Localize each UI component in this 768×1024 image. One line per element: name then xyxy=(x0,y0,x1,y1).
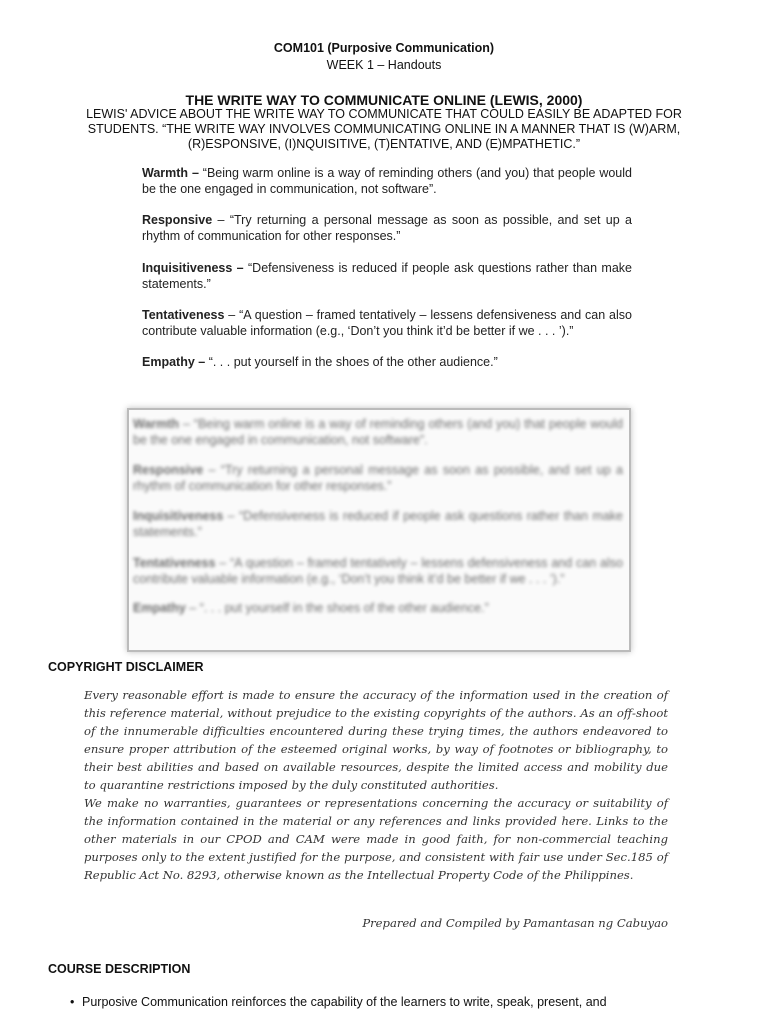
principle-term: Inquisitiveness – xyxy=(142,261,244,275)
blurred-principle xyxy=(133,416,623,448)
blurred-text: – “A question – framed tentatively – lessens defensiveness and can also contribute valuable information (e.g., ‘Don’t you think it’d be better if we . . . ’).” xyxy=(133,556,623,586)
blurred-text: – “Defensiveness is reduced if people ask questions rather than make statements.” xyxy=(133,509,623,539)
disclaimer-paragraph: Every reasonable effort is made to ensure the accuracy of the information used in the creation of this reference material, without prejudice to the existing copyrights of the authors. As an off-shoot of the innumerable difficulties encountered during these trying times, the authors endeavored to ensure proper attribution of the esteemed original works, by way of footnotes or bibliography, to their best abilities and based on available resources, despite the limited access and mobility due to quarantine restrictions imposed by the duly constituted authorities. xyxy=(84,688,668,792)
principle-tentativeness xyxy=(142,307,632,339)
week-label: WEEK 1 – Handouts xyxy=(326,58,442,72)
course-description-heading: COURSE DESCRIPTION xyxy=(48,962,191,976)
principle-text: “Defensiveness is reduced if people ask questions rather than make statements.” xyxy=(142,261,632,291)
principle-term: Responsive xyxy=(142,213,213,227)
principle-term: Empathy – xyxy=(142,355,206,369)
bullet-icon: • xyxy=(70,995,75,1009)
principle-warmth xyxy=(142,165,632,197)
blurred-principle xyxy=(133,508,623,540)
blurred-term: Inquisitiveness xyxy=(133,509,224,523)
blurred-principle xyxy=(133,555,623,587)
bullet-text: Purposive Communication reinforces the capability of the learners to write, speak, present, and xyxy=(82,995,607,1009)
blurred-principle xyxy=(133,462,623,494)
blurred-text: – “. . . put yourself in the shoes of the other audience.” xyxy=(185,601,489,615)
blurred-term: Responsive xyxy=(133,463,204,477)
principle-text: “Being warm online is a way of reminding others (and you) that people would be the one engaged in communication, not software”. xyxy=(142,166,632,196)
blurred-term: Tentativeness xyxy=(133,556,216,570)
principle-responsive xyxy=(142,212,632,244)
principle-term: Warmth – xyxy=(142,166,199,180)
copyright-heading: COPYRIGHT DISCLAIMER xyxy=(48,660,204,674)
blurred-principle xyxy=(133,600,623,616)
disclaimer-paragraph: We make no warranties, guarantees or representations concerning the accuracy or suitability of the information contained in the material or any references and links provided here. Links to the other materials in our CPOD and CAM were made in good faith, for non-commercial teaching purposes only to the extent justified for the purpose, and consistent with fair use under Sec.185 of Republic Act No. 8293, otherwise known as the Intellectual Property Code of the Philippines. xyxy=(84,796,668,882)
principle-text: “. . . put yourself in the shoes of the other audience.” xyxy=(205,355,498,369)
intro-text: LEWIS' ADVICE ABOUT THE WRITE WAY TO COMMUNICATE THAT COULD EASILY BE ADAPTED FOR STUDENTS. “THE WRITE WAY INVOLVES COMMUNICATING ONLINE IN A MANNER THAT IS (W)ARM, (R)ESPONSIVE, (I)NQUISITIVE, (T)ENTATIVE, AND (E)MPATHETIC.” xyxy=(86,107,682,151)
principle-inquisitiveness xyxy=(142,260,632,292)
section-title: THE WRITE WAY TO COMMUNICATE ONLINE (LEWIS, 2000) xyxy=(185,92,583,108)
blurred-text: – “Being warm online is a way of reminding others (and you) that people would be the one engaged in communication, not software”. xyxy=(133,417,623,447)
course-description-bullet xyxy=(70,995,726,1009)
principle-term: Tentativeness xyxy=(142,308,225,322)
principle-text: – “Try returning a personal message as soon as possible, and set up a rhythm of communication for other responses.” xyxy=(142,213,632,243)
blurred-image-box xyxy=(127,408,631,652)
blurred-term: Warmth xyxy=(133,417,180,431)
copyright-disclaimer-text xyxy=(84,686,668,884)
compiler-signature: Prepared and Compiled by Pamantasan ng Cabuyao xyxy=(362,916,668,930)
blurred-text: – “Try returning a personal message as soon as possible, and set up a rhythm of communication for other responses.” xyxy=(133,463,623,493)
principle-empathy xyxy=(142,354,632,370)
course-code: COM101 (Purposive Communication) xyxy=(273,41,495,55)
blurred-term: Empathy xyxy=(133,601,186,615)
principle-text: – “A question – framed tentatively – lessens defensiveness and can also contribute valuable information (e.g., ‘Don’t you think it’d be better if we . . . ’).” xyxy=(142,308,632,338)
